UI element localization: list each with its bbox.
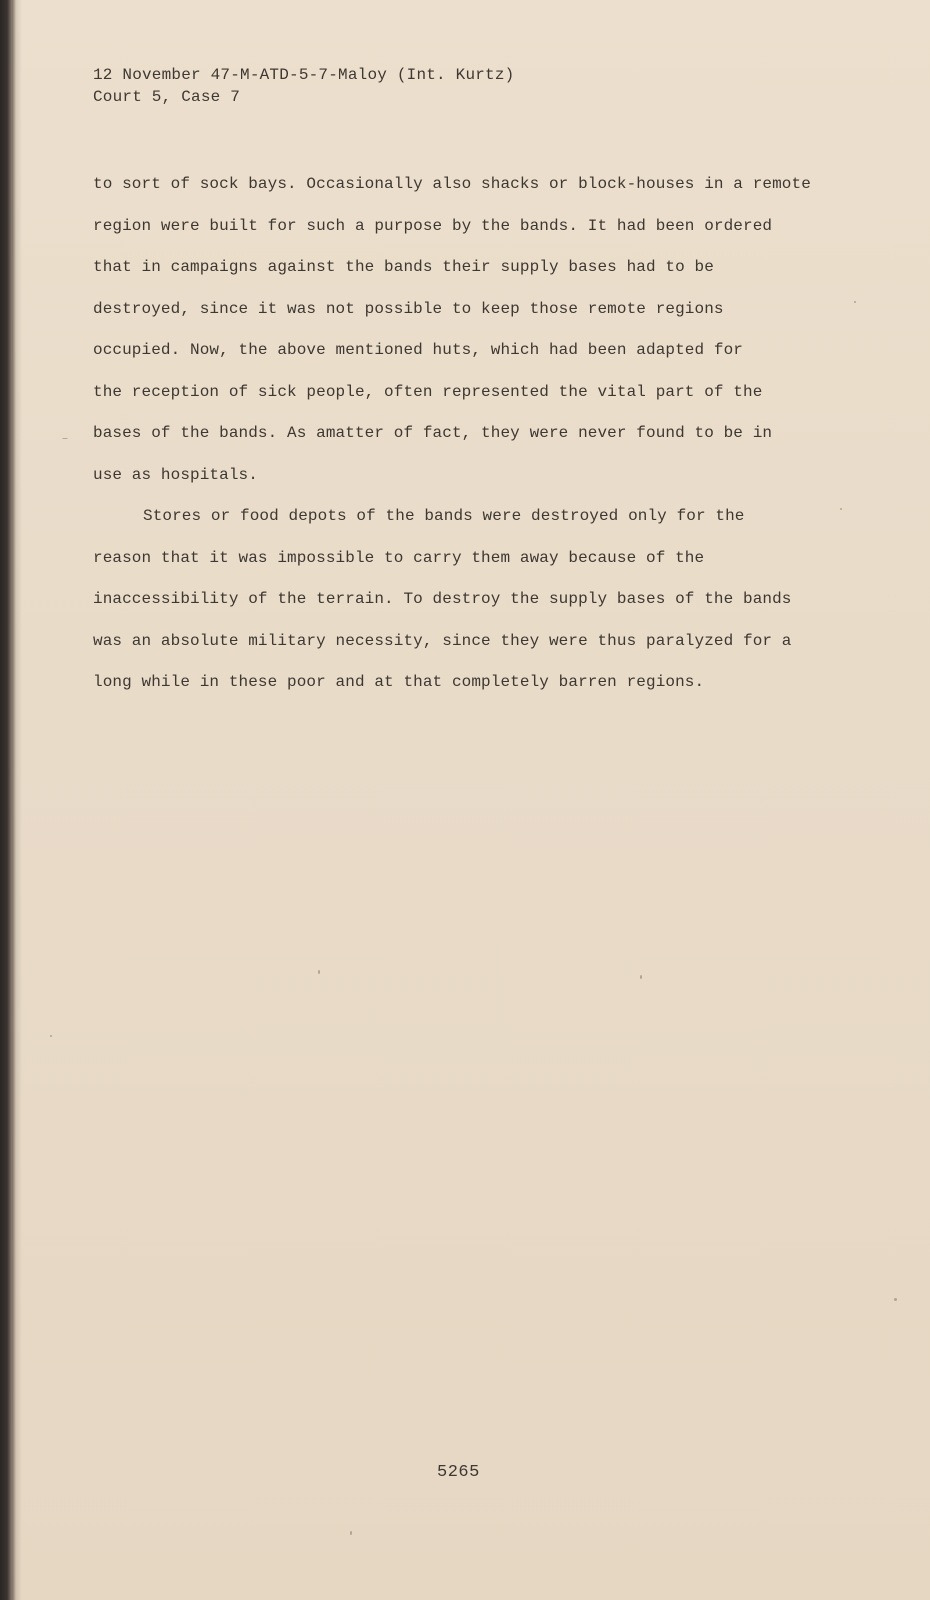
body-line-paragraph-start: Stores or food depots of the bands were destroyed only for the [143, 507, 745, 525]
binding-shadow [12, 0, 22, 1600]
paper-speck [894, 1298, 897, 1301]
body-line: inaccessibility of the terrain. To destroy the supply bases of the bands [93, 590, 792, 608]
paper-speck [62, 438, 68, 439]
body-line: occupied. Now, the above mentioned huts, which had been adapted for [93, 341, 744, 359]
body-line: bases of the bands. As amatter of fact, they were never found to be in [93, 424, 773, 442]
header-line-court-case: Court 5, Case 7 [93, 88, 241, 106]
body-line: destroyed, since it was not possible to keep those remote regions [93, 299, 724, 318]
body-line: reason that it was impossible to carry them away because of the [93, 548, 705, 567]
paper-speck [640, 975, 642, 979]
paper-speck [318, 970, 320, 974]
document-body [93, 164, 893, 704]
body-line: to sort of sock bays. Occasionally also shacks or block-houses in a remote [93, 175, 811, 193]
paper-speck [840, 508, 842, 510]
paper-speck [350, 1531, 352, 1535]
body-line: region were built for such a purpose by the bands. It had been ordered [93, 216, 773, 235]
body-line: use as hospitals. [93, 465, 258, 484]
paper-speck [854, 301, 856, 303]
document-header [93, 64, 514, 108]
body-line: that in campaigns against the bands their supply bases had to be [93, 258, 714, 276]
body-line: was an absolute military necessity, since they were thus paralyzed for a [93, 631, 792, 650]
body-line: the reception of sick people, often represented the vital part of the [93, 382, 763, 401]
page-number: 5265 [437, 1463, 480, 1482]
paper-speck [50, 1035, 52, 1037]
body-line: long while in these poor and at that completely barren regions. [93, 673, 705, 691]
header-line-date-reference: 12 November 47-M-ATD-5-7-Maloy (Int. Kurtz) [93, 66, 515, 84]
